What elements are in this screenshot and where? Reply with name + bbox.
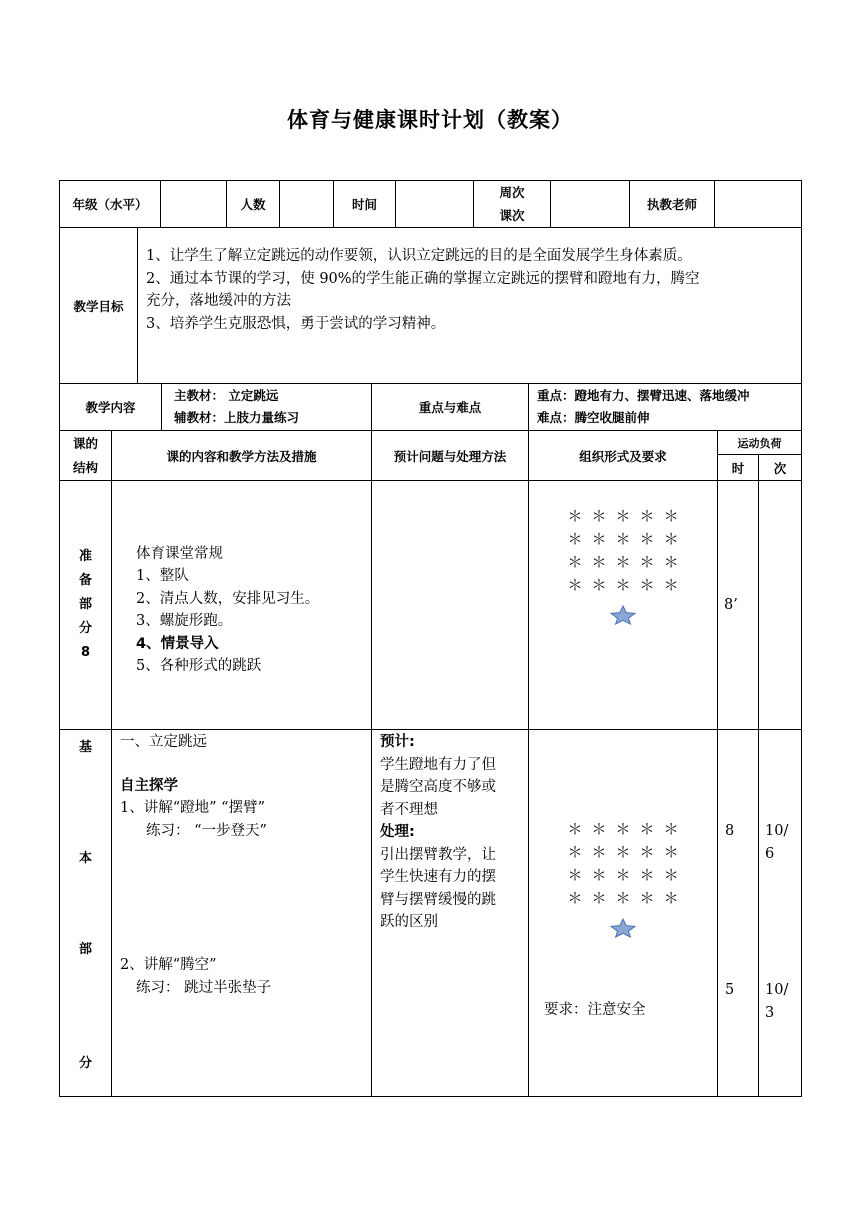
- formation-row: ＊ ＊ ＊ ＊ ＊: [567, 553, 679, 571]
- formation-row: ＊ ＊ ＊ ＊ ＊: [567, 507, 679, 525]
- lesson-label: 课次: [499, 208, 525, 223]
- prep-char: 分: [78, 621, 92, 636]
- count-value-1a: 10/: [765, 823, 789, 839]
- basic-char: 部: [78, 942, 92, 957]
- prep-content: [112, 481, 372, 730]
- time-value-1: 8: [725, 823, 735, 839]
- basic-line: 自主探学: [120, 778, 178, 794]
- teacher-star-icon: [609, 918, 637, 938]
- basic-line: 练习： 跳过半张垫子: [136, 980, 272, 996]
- key-points-label: 重点与难点: [372, 384, 529, 431]
- load-count-header: 次: [759, 455, 802, 481]
- count-label: 人数: [227, 181, 280, 228]
- prep-char: 准: [78, 549, 92, 564]
- handle-line: 跃的区别: [380, 914, 439, 930]
- basic-formation: [529, 730, 718, 1097]
- basic-content: [112, 730, 372, 1097]
- basic-char: 分: [78, 1056, 92, 1071]
- time-value: [396, 181, 474, 228]
- grade-value: [161, 181, 227, 228]
- formation-row: ＊ ＊ ＊ ＊ ＊: [567, 889, 679, 907]
- formation-row: ＊ ＊ ＊ ＊ ＊: [567, 866, 679, 884]
- methods-header: 课的内容和教学方法及措施: [112, 431, 372, 481]
- load-header: 运动负荷: [718, 431, 802, 455]
- basic-char: 本: [78, 851, 92, 866]
- prep-item: 1、整队: [136, 568, 189, 584]
- prep-section-label: [60, 481, 112, 730]
- requirement-text: 要求：注意安全: [544, 1002, 646, 1018]
- basic-line: 练习： “一步登天”: [146, 823, 267, 839]
- objectives-label: 教学目标: [60, 228, 138, 384]
- prep-item: 5、各种形式的跳跃: [136, 658, 262, 674]
- formation-row: ＊ ＊ ＊ ＊ ＊: [567, 530, 679, 548]
- prep-char: 备: [78, 573, 92, 588]
- basic-count: [759, 730, 802, 1097]
- materials: [162, 384, 372, 431]
- prep-problems: [372, 481, 529, 730]
- header-info-table: [59, 180, 802, 228]
- prep-item: 3、螺旋形跑。: [136, 613, 233, 629]
- count-value-2a: 10/: [765, 982, 789, 998]
- expect-label: 预计:: [380, 734, 415, 750]
- teacher-value: [715, 181, 802, 228]
- handle-line: 臂与摆臂缓慢的跳: [380, 891, 497, 908]
- expect-line: 学生蹬地有力了但: [380, 756, 497, 773]
- prep-count: [759, 481, 802, 730]
- week-value: [551, 181, 630, 228]
- week-label: 周次: [499, 185, 525, 200]
- objectives-text: [138, 228, 802, 384]
- prep-char: 8: [80, 645, 91, 660]
- structure-label-1: 课的: [72, 435, 98, 451]
- handle-line: 引出摆臂教学，让: [380, 846, 497, 863]
- page-title: 体育与健康课时计划（教案）: [287, 108, 573, 132]
- handle-line: 学生快速有力的摆: [380, 869, 497, 885]
- prep-time: 8’: [718, 481, 759, 730]
- handle-label: 处理:: [380, 824, 415, 840]
- basic-char: 基: [78, 740, 92, 755]
- basic-line: 2、讲解“腾空”: [120, 957, 217, 973]
- objective-line: 3、培养学生克服恐惧，勇于尝试的学习精神。: [146, 315, 446, 332]
- objective-line: 2、通过本节课的学习，使 90%的学生能正确的掌握立定跳远的摆臂和蹬地有力，腾空: [146, 270, 700, 287]
- time-value-2: 5: [725, 982, 735, 998]
- grade-label: 年级（水平）: [60, 181, 161, 228]
- formation-row: ＊ ＊ ＊ ＊ ＊: [567, 843, 679, 861]
- prep-item: 4、情景导入: [136, 635, 219, 652]
- teacher-star-icon: [609, 605, 637, 625]
- basic-problems: [372, 730, 529, 1097]
- objective-line: 1、让学生了解立定跳远的动作要领，认识立定跳远的目的是全面发展学生身体素质。: [146, 248, 692, 264]
- expect-line: 者不理想: [380, 801, 439, 818]
- objective-line: 充分，落地缓冲的方法: [146, 293, 291, 309]
- count-value: [280, 181, 334, 228]
- teacher-label: 执教老师: [630, 181, 715, 228]
- count-value-2b: 3: [765, 1005, 775, 1021]
- key-point: 重点：蹬地有力、摆臂迅速、落地缓冲: [537, 388, 750, 403]
- content-label: 教学内容: [60, 384, 162, 431]
- basic-line: 一、立定跳远: [120, 734, 207, 750]
- objectives-table: [59, 227, 802, 384]
- time-label: 时间: [334, 181, 396, 228]
- aux-material: 辅教材：上肢力量练习: [174, 410, 300, 425]
- basic-line: 1、讲解“蹬地” “摆臂”: [120, 800, 265, 816]
- key-points: [529, 384, 802, 431]
- count-value-1b: 6: [765, 846, 775, 862]
- prep-formation: [529, 481, 718, 730]
- formation-row: ＊ ＊ ＊ ＊ ＊: [567, 576, 679, 594]
- organization-header: 组织形式及要求: [529, 431, 718, 481]
- problems-header: 预计问题与处理方法: [372, 431, 529, 481]
- prep-heading: 体育课堂常规: [136, 545, 223, 562]
- main-material: 主教材： 立定跳远: [174, 388, 279, 403]
- structure-label-2: 结构: [72, 459, 98, 475]
- lesson-table: [59, 383, 802, 1097]
- formation-block: [529, 818, 717, 938]
- formation-row: ＊ ＊ ＊ ＊ ＊: [567, 820, 679, 838]
- basic-time: [718, 730, 759, 1097]
- week-lesson-label: [474, 181, 551, 228]
- prep-char: 部: [78, 597, 92, 612]
- difficulty: 难点：腾空收腿前伸: [537, 410, 650, 425]
- prep-item: 2、清点人数，安排见习生。: [136, 590, 320, 607]
- structure-header: [60, 431, 112, 481]
- load-time-header: 时: [718, 455, 759, 481]
- expect-line: 是腾空高度不够或: [380, 779, 497, 795]
- basic-section-label: [60, 730, 112, 1097]
